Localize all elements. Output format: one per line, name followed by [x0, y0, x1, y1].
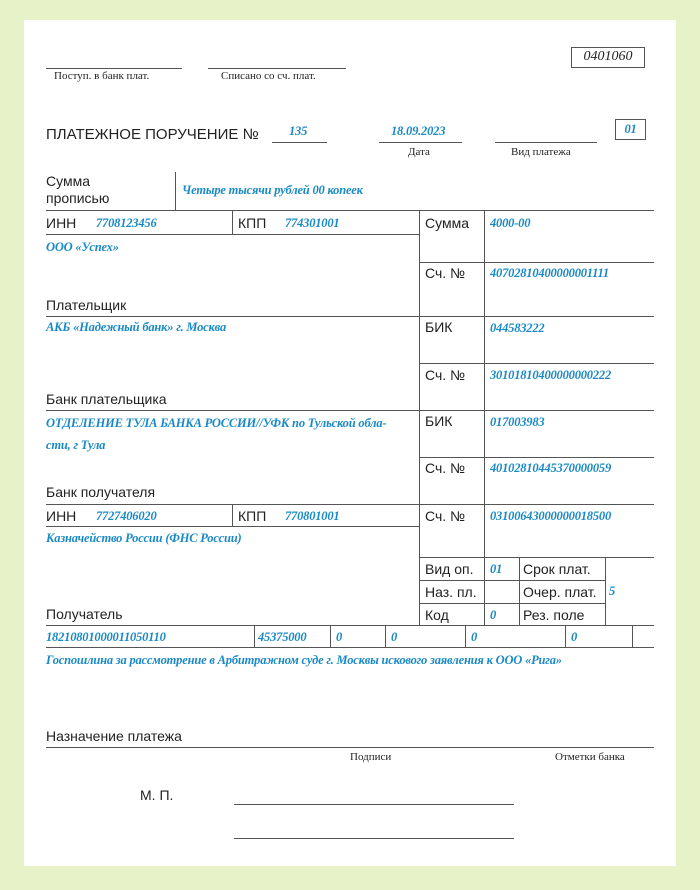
debited-label: Списано со сч. плат. — [221, 70, 316, 82]
row-line-code — [419, 603, 519, 604]
recipient-bank-name-line2: сти, г Тула — [46, 438, 106, 452]
purpose-text: Госпошлина за рассмотрение в Арбитражном суде г. Москвы искового заявления к ООО «Рига» — [46, 653, 562, 667]
op-type-label: Вид оп. — [425, 561, 474, 577]
payer-name: ООО «Успех» — [46, 240, 119, 254]
priority-value: 5 — [609, 584, 616, 598]
purpose-label: Назначение платежа — [46, 728, 182, 744]
row-line-payer-bank — [46, 410, 654, 411]
recipient-bank-label: Банк получателя — [46, 484, 156, 500]
recipient-bik: 017003983 — [490, 415, 545, 429]
row-line-recipient — [46, 625, 654, 626]
row-line-naz — [419, 580, 519, 581]
col-line-middle — [419, 210, 420, 625]
payment-type-code: 01 — [624, 122, 637, 136]
reserve-label: Рез. поле — [523, 607, 585, 623]
row-line-tax — [46, 647, 654, 648]
row-line-rec-bank-mid — [419, 457, 654, 458]
term-label: Срок плат. — [523, 561, 591, 577]
payer-bik: 044583222 — [490, 321, 545, 335]
tax-field-doc-date: 0 — [571, 630, 578, 644]
op-type: 01 — [490, 562, 503, 576]
date-label: Дата — [408, 146, 430, 158]
col-line-tax-1 — [254, 625, 255, 647]
number-line — [272, 142, 327, 143]
row-line-1 — [46, 210, 654, 211]
payer-inn: 7708123456 — [96, 216, 157, 230]
row-line-priority — [519, 580, 605, 581]
date-line — [379, 142, 462, 143]
row-line-payer — [46, 316, 654, 317]
bank-marks-label: Отметки банка — [555, 751, 625, 763]
signature-line-2 — [234, 838, 514, 839]
form-title: ПЛАТЕЖНОЕ ПОРУЧЕНИЕ № — [46, 126, 259, 143]
col-line-tax-6 — [632, 625, 633, 647]
recipient-inn-label: ИНН — [46, 508, 77, 524]
received-line — [46, 68, 182, 69]
row-line-amount — [419, 262, 654, 263]
tax-field-doc-number: 0 — [471, 630, 478, 644]
row-line-rec-bank — [46, 504, 654, 505]
payment-type-label: Вид платежа — [511, 146, 571, 158]
form-code: 0401060 — [583, 49, 633, 64]
row-line-inn-rec — [46, 526, 419, 527]
recipient-bank-name-line1: ОТДЕЛЕНИЕ ТУЛА БАНКА РОССИИ//УФК по Тульской обла- — [46, 416, 387, 430]
payer-kpp-label: КПП — [238, 215, 267, 231]
row-line-reserve — [519, 603, 605, 604]
debited-line — [208, 68, 346, 69]
col-line-kpp-payer — [232, 210, 233, 234]
amount-words: Четыре тысячи рублей 00 копеек — [182, 183, 363, 197]
row-line-inn-payer — [46, 234, 419, 235]
recipient-name: Казначейство России (ФНС России) — [46, 531, 242, 545]
recipient-corr-account: 40102810445370000059 — [490, 461, 612, 475]
recipient-kpp: 770801001 — [285, 509, 340, 523]
col-line-tax-5 — [565, 625, 566, 647]
payer-bik-label: БИК — [425, 319, 453, 335]
payer-corr-account-label: Сч. № — [425, 367, 466, 383]
payer-corr-account: 30101810400000000222 — [490, 368, 612, 382]
recipient-corr-account-label: Сч. № — [425, 460, 466, 476]
recipient-account-label: Сч. № — [425, 508, 466, 524]
priority-label: Очер. плат. — [523, 584, 597, 600]
recipient-account: 03100643000000018500 — [490, 509, 612, 523]
signatures-label: Подписи — [350, 751, 392, 763]
signature-line-1 — [234, 804, 514, 805]
col-line-priority-right — [605, 557, 606, 625]
purpose-code-label: Наз. пл. — [425, 584, 477, 600]
payer-account: 40702810400000001111 — [490, 266, 609, 280]
amount-words-divider — [175, 172, 176, 210]
payment-order-form — [24, 20, 676, 866]
amount-value: 4000-00 — [490, 216, 531, 230]
payer-account-label: Сч. № — [425, 265, 466, 281]
col-line-amount — [484, 210, 485, 557]
payer-bank-name: АКБ «Надежный банк» г. Москва — [46, 320, 226, 334]
stamp-label: М. П. — [140, 787, 174, 803]
order-number: 135 — [289, 124, 308, 138]
col-line-kpp-rec — [232, 504, 233, 526]
col-line-op-mid — [484, 557, 485, 625]
recipient-label: Получатель — [46, 606, 123, 622]
tax-field-period: 0 — [391, 630, 398, 644]
payer-label: Плательщик — [46, 297, 127, 313]
col-line-op-right — [519, 557, 520, 625]
tax-field-kbk: 18210801000011050110 — [46, 630, 166, 644]
row-line-op — [419, 557, 654, 558]
payer-inn-label: ИНН — [46, 215, 77, 231]
col-line-tax-3 — [385, 625, 386, 647]
code-label: Код — [425, 607, 449, 623]
code-value: 0 — [490, 608, 497, 622]
row-line-purpose — [46, 747, 654, 748]
tax-field-oktmo: 45375000 — [258, 630, 307, 644]
col-line-tax-2 — [330, 625, 331, 647]
tax-field-basis: 0 — [336, 630, 343, 644]
payer-bank-label: Банк плательщика — [46, 391, 167, 407]
payer-kpp: 774301001 — [285, 216, 340, 230]
amount-label: Сумма — [425, 215, 469, 231]
recipient-inn: 7727406020 — [96, 509, 157, 523]
recipient-kpp-label: КПП — [238, 508, 267, 524]
row-line-payer-bank-mid — [419, 363, 654, 364]
order-date: 18.09.2023 — [391, 124, 446, 138]
recipient-bik-label: БИК — [425, 413, 453, 429]
amount-words-label: Сумма прописью — [46, 173, 110, 206]
col-line-tax-4 — [465, 625, 466, 647]
payment-type-line — [495, 142, 597, 143]
received-label: Поступ. в банк плат. — [54, 70, 150, 82]
